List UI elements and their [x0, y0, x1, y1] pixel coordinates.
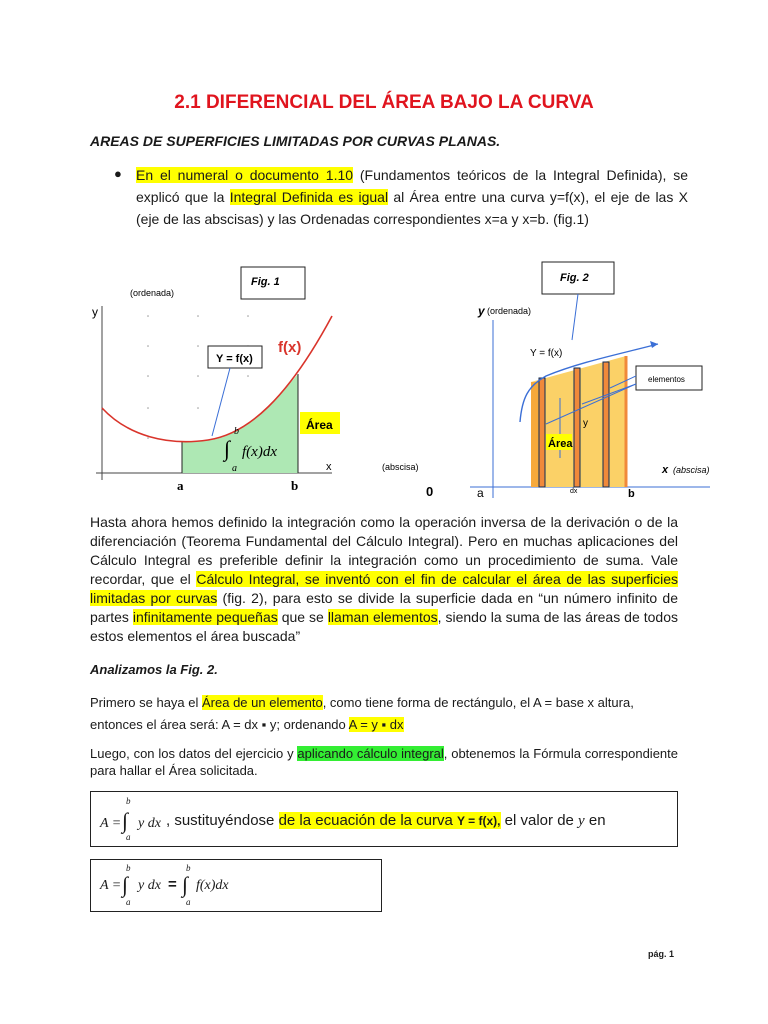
fig2-dx-label: dx: [570, 488, 578, 495]
fig2-y-axis-label: y: [478, 304, 485, 318]
fig1-ordenada: (ordenada): [130, 288, 175, 298]
fig2-area-label: Área: [548, 438, 573, 450]
figure-2: [450, 258, 730, 508]
box1-integral-sign: ∫: [122, 808, 129, 833]
paragraph-text: , siendo la suma de las áreas de todos estos elementos el área buscada”: [90, 609, 678, 644]
box1-integrand: y dx: [138, 816, 161, 831]
highlight-text: En el numeral o documento 1.10: [136, 167, 354, 183]
paragraph-text: el valor de: [500, 812, 579, 829]
paragraph-text: al Área entre una curva y=f(x), el eje de las X (eje de las abscisas) y las Ordenadas correspondientes x=a y x=b. (fig.1): [136, 189, 688, 227]
section-heading: Analizamos la Fig. 2.: [90, 662, 218, 677]
fig1-abscisa: (abscisa): [382, 462, 419, 472]
fig2-b-label: b: [628, 488, 635, 500]
fig1-zero: 0: [426, 484, 434, 499]
paragraph-text: , como tiene forma de rectángulo, el A = base x altura, entonces el área será: A = dx ▪ y; ordenando: [90, 695, 634, 732]
paragraph-text: (fig. 2), para esto se divide la superficie dada en “un número infinito de partes: [90, 590, 678, 625]
fig2-strip: [574, 368, 580, 487]
fig2-callout: Y = f(x): [530, 348, 563, 359]
paragraph-text: , sustituyéndose: [166, 812, 279, 829]
highlight-text: Integral Definida es igual: [229, 189, 389, 205]
highlight-text: A = y ▪ dx: [348, 717, 404, 732]
fig2-label-arrow: [572, 294, 578, 340]
fig1-int-lower: a: [232, 463, 237, 474]
fig2-strip: [539, 378, 545, 487]
formula-box-2: [90, 859, 382, 912]
fig1-b-label: b: [291, 478, 299, 493]
highlight-text: infinitamente pequeñas: [132, 609, 278, 625]
fig2-abscisa: (abscisa): [673, 465, 710, 475]
box2-integral-sign: ∫: [122, 872, 129, 897]
section-subtitle: AREAS DE SUPERFICIES LIMITADAS POR CURVAS PLANAS.: [90, 133, 501, 149]
paragraph-text: (Fundamentos teóricos de la Integral Definida), se explicó que la: [136, 167, 688, 205]
fig1-callout: Y = f(x): [216, 353, 253, 365]
paragraph-text: Primero se haya el: [90, 695, 202, 710]
page-title: 2.1 DIFERENCIAL DEL ÁREA BAJO LA CURVA: [174, 92, 594, 113]
paragraph-text: Luego, con los datos del ejercicio y: [90, 746, 298, 761]
box2-lower: a: [126, 897, 131, 907]
highlight-text-green: aplicando cálculo integral: [297, 746, 444, 761]
highlight-text: de la ecuación de la curva Y = f(x),: [278, 812, 501, 829]
fig1-integral-sign: ∫: [224, 436, 231, 461]
box2-lower2: a: [186, 897, 191, 907]
body-paragraph: [90, 513, 678, 646]
box2-integrand-2: f(x)dx: [196, 878, 229, 893]
intro-paragraph: [136, 164, 688, 230]
fig2-ordenada: (ordenada): [487, 306, 532, 316]
bullet-dot: ●: [114, 166, 122, 181]
fig1-a-label: a: [177, 478, 184, 493]
paragraph-text: en: [584, 812, 606, 829]
fig1-label: Fig. 1: [251, 276, 280, 288]
element-paragraph: [90, 692, 678, 736]
fig1-shaded-area: [182, 374, 298, 473]
formula-paragraph: [90, 745, 678, 779]
fig2-label: Fig. 2: [560, 272, 589, 284]
box2-upper: b: [126, 863, 131, 873]
fig2-strip: [603, 362, 609, 487]
fig1-x-axis-label: x: [326, 461, 332, 473]
paragraph-text: que se: [277, 609, 328, 625]
highlight-text: Cálculo Integral, se inventó con el fin de calcular el área de las superficies limitadas por curvas: [90, 571, 679, 606]
fig1-curve-label: f(x): [278, 339, 302, 356]
fig1-int-body: f(x)dx: [242, 444, 277, 460]
box2-lhs: A =: [100, 878, 122, 893]
fig2-y-small: y: [583, 418, 588, 429]
box2-integrand: y dx: [138, 878, 161, 893]
box2-equals: =: [168, 876, 177, 893]
fig1-y-axis-label: y: [92, 305, 98, 319]
fig2-x-axis-label: x: [662, 464, 669, 476]
highlight-text: llaman elementos: [327, 609, 438, 625]
box1-text: [166, 812, 606, 830]
box2-integral-sign-2: ∫: [182, 872, 189, 897]
box1-upper: b: [126, 796, 131, 806]
fig1-callout-arrow: [212, 368, 230, 436]
box1-lower: a: [126, 832, 131, 842]
box1-lhs: A =: [100, 816, 122, 831]
fig1-int-upper: b: [234, 426, 239, 437]
page-number: pág. 1: [648, 949, 675, 959]
highlight-text: Área de un elemento: [202, 695, 323, 710]
paragraph-text: , obtenemos la Fórmula correspondiente para hallar el Área solicitada.: [90, 746, 678, 778]
y-variable: y: [578, 813, 585, 829]
figure-1: [88, 258, 448, 503]
fig1-grid-dots: [147, 315, 249, 439]
fig2-a-label: a: [477, 486, 484, 500]
fig1-area-label: Área: [306, 418, 333, 432]
paragraph-text: Hasta ahora hemos definido la integración como la operación inversa de la derivación o de la diferenciación (Teorema Fundamental del Cálculo Integral). Pero en muchas aplicaciones del Cálculo Integral es preferible definir la integración como un procedimiento de suma. Vale recordar, que el: [90, 514, 678, 587]
box2-upper2: b: [186, 863, 191, 873]
fig2-elementos: elementos: [648, 375, 685, 384]
